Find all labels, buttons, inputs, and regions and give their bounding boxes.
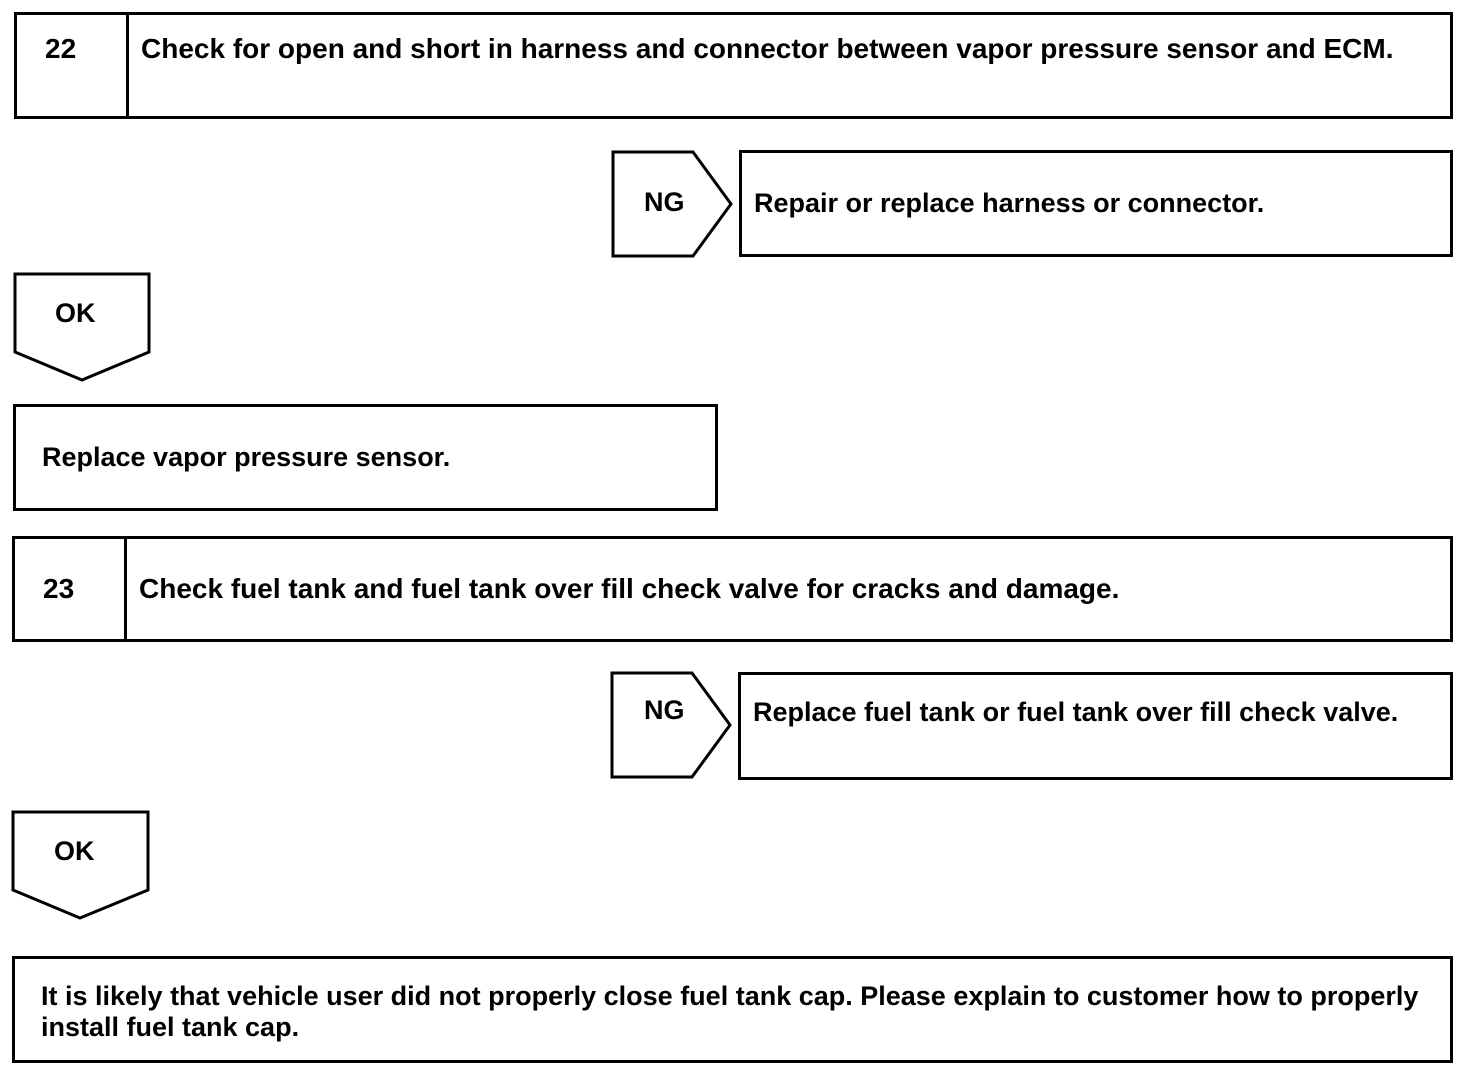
- ng-action-text: Replace fuel tank or fuel tank over fill check valve.: [753, 697, 1399, 727]
- step-instruction: Check fuel tank and fuel tank over fill check valve for cracks and damage.: [139, 573, 1120, 604]
- ng-action-22-box: [739, 150, 1453, 257]
- ok-action-22-box: [13, 404, 718, 511]
- ng-label-22: NG: [644, 187, 685, 217]
- ok-label-22: OK: [55, 298, 96, 328]
- ok-label-23: OK: [54, 836, 95, 866]
- step-number: 23: [15, 539, 127, 639]
- ok-action-text: Replace vapor pressure sensor.: [42, 442, 451, 472]
- ng-action-text: Repair or replace harness or connector.: [754, 188, 1265, 218]
- ok-action-23-box: [12, 956, 1453, 1063]
- ng-label-23: NG: [644, 695, 685, 725]
- step-instruction: Check for open and short in harness and connector between vapor pressure sensor and ECM.: [141, 33, 1394, 64]
- step-number: 22: [17, 15, 129, 116]
- ng-action-23-box: [738, 672, 1453, 780]
- ng-arrow-23: [609, 671, 735, 781]
- step-22-box: [14, 12, 1453, 119]
- step-23-box: [12, 536, 1453, 642]
- ok-action-text: It is likely that vehicle user did not properly close fuel tank cap. Please explain to customer how to properly install fuel tank cap.: [41, 981, 1419, 1042]
